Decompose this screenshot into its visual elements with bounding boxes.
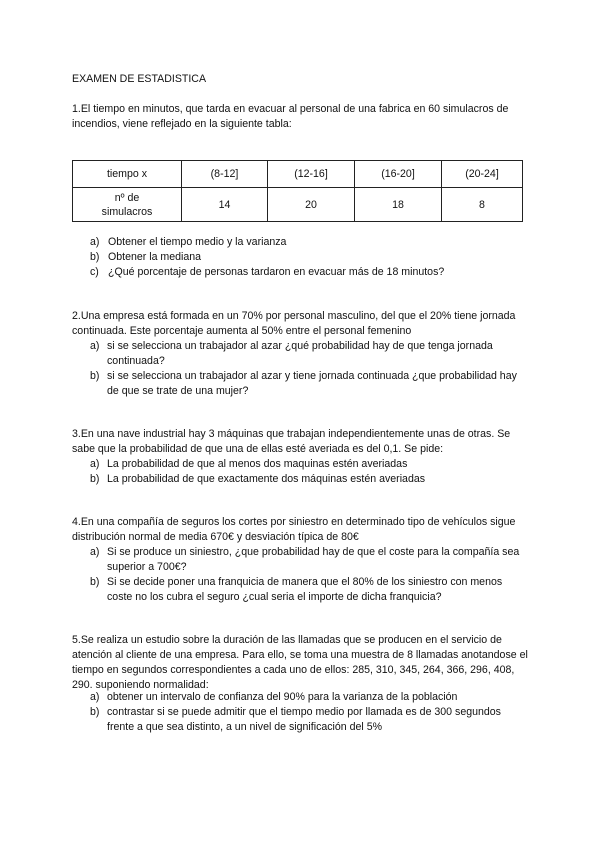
question-4-items <box>72 545 530 605</box>
question-3-text: 3.En una nave industrial hay 3 máquinas que trabajan independientemente unas de otras. Se sabe que la probabilidad de que una de ellas esté averiada es del 0,1. Se pide: <box>72 428 511 455</box>
list-item <box>72 265 532 280</box>
list-item <box>72 457 532 472</box>
item-marker: a) <box>90 546 100 558</box>
item-text: si se selecciona un trabajador al azar ¿qué probabilidad hay de que tenga jornada continuada? <box>107 340 493 367</box>
table-header-cell: (12-16] <box>268 161 355 188</box>
item-text: Obtener la mediana <box>108 251 202 263</box>
question-5-text: 5.Se realiza un estudio sobre la duración de las llamadas que se producen en el servicio de atención al cliente de una empresa. Para ello, se toma una muestra de 8 llamadas anotandose el tiempo en segundos correspondientes a cada uno de ellos: 285, 310, 345, 264, 366, 296, 408, 290. suponiendo normalidad: <box>72 634 528 691</box>
list-item <box>72 690 528 705</box>
question-2-text: 2.Una empresa está formada en un 70% por personal masculino, del que el 20% tiene jornada continuada. Este porcentaje aumenta al 50% entre el personal femenino <box>72 310 516 337</box>
item-marker: b) <box>90 251 100 263</box>
list-item <box>72 545 530 575</box>
item-text: Si se produce un siniestro, ¿que probabilidad hay de que el coste para la compañía sea superior a 700€? <box>107 546 520 573</box>
list-item <box>72 250 532 265</box>
item-text: Si se decide poner una franquicia de manera que el 80% de los siniestro con menos coste no los cubra el seguro ¿cual seria el importe de dicha franquicia? <box>107 576 503 603</box>
item-marker: c) <box>90 266 99 278</box>
question-5-items <box>72 690 528 735</box>
question-3-items <box>72 457 532 487</box>
table-header-cell: (20-24] <box>442 161 523 188</box>
list-item <box>72 235 532 250</box>
question-2-items <box>72 339 527 399</box>
table-cell: 8 <box>442 188 523 222</box>
frequency-table <box>72 160 523 222</box>
item-marker: b) <box>90 473 100 485</box>
question-1-items <box>72 235 532 280</box>
item-text: ¿Qué porcentaje de personas tardaron en evacuar más de 18 minutos? <box>108 266 445 278</box>
table-row <box>73 188 523 222</box>
item-text: La probabilidad de que exactamente dos máquinas estén averiadas <box>107 473 426 485</box>
item-marker: a) <box>90 691 100 703</box>
table-header-cell: (16-20] <box>355 161 442 188</box>
list-item <box>72 369 527 399</box>
item-marker: a) <box>90 236 100 248</box>
item-marker: b) <box>90 576 100 588</box>
item-text: contrastar si se puede admitir que el tiempo medio por llamada es de 300 segundos frente a que sea distinto, a un nivel de significación del 5% <box>107 706 501 733</box>
table-row <box>73 161 523 188</box>
list-item <box>72 575 530 605</box>
question-1-text: 1.El tiempo en minutos, que tarda en evacuar al personal de una fabrica en 60 simulacros de incendios, viene reflejado en la siguiente tabla: <box>72 103 509 130</box>
table-header-cell: tiempo x <box>73 161 182 188</box>
table-cell: 18 <box>355 188 442 222</box>
item-marker: a) <box>90 458 100 470</box>
item-text: obtener un intervalo de confianza del 90% para la varianza de la población <box>107 691 458 703</box>
list-item <box>72 705 528 735</box>
item-text: La probabilidad de que al menos dos maquinas estén averiadas <box>107 458 408 470</box>
item-text: si se selecciona un trabajador al azar y tiene jornada continuada ¿que probabilidad hay de que se trate de una mujer? <box>107 370 517 397</box>
item-marker: b) <box>90 370 100 382</box>
table-cell: nº de simulacros <box>73 188 182 222</box>
list-item <box>72 339 527 369</box>
exam-title: EXAMEN DE ESTADISTICA <box>72 73 207 85</box>
list-item <box>72 472 532 487</box>
item-marker: b) <box>90 706 100 718</box>
table-cell: 14 <box>182 188 268 222</box>
item-marker: a) <box>90 340 100 352</box>
table-cell: 20 <box>268 188 355 222</box>
item-text: Obtener el tiempo medio y la varianza <box>108 236 287 248</box>
question-4-text: 4.En una compañía de seguros los cortes por siniestro en determinado tipo de vehículos sigue distribución normal de media 670€ y desviación típica de 80€ <box>72 516 516 543</box>
table-header-cell: (8-12] <box>182 161 268 188</box>
